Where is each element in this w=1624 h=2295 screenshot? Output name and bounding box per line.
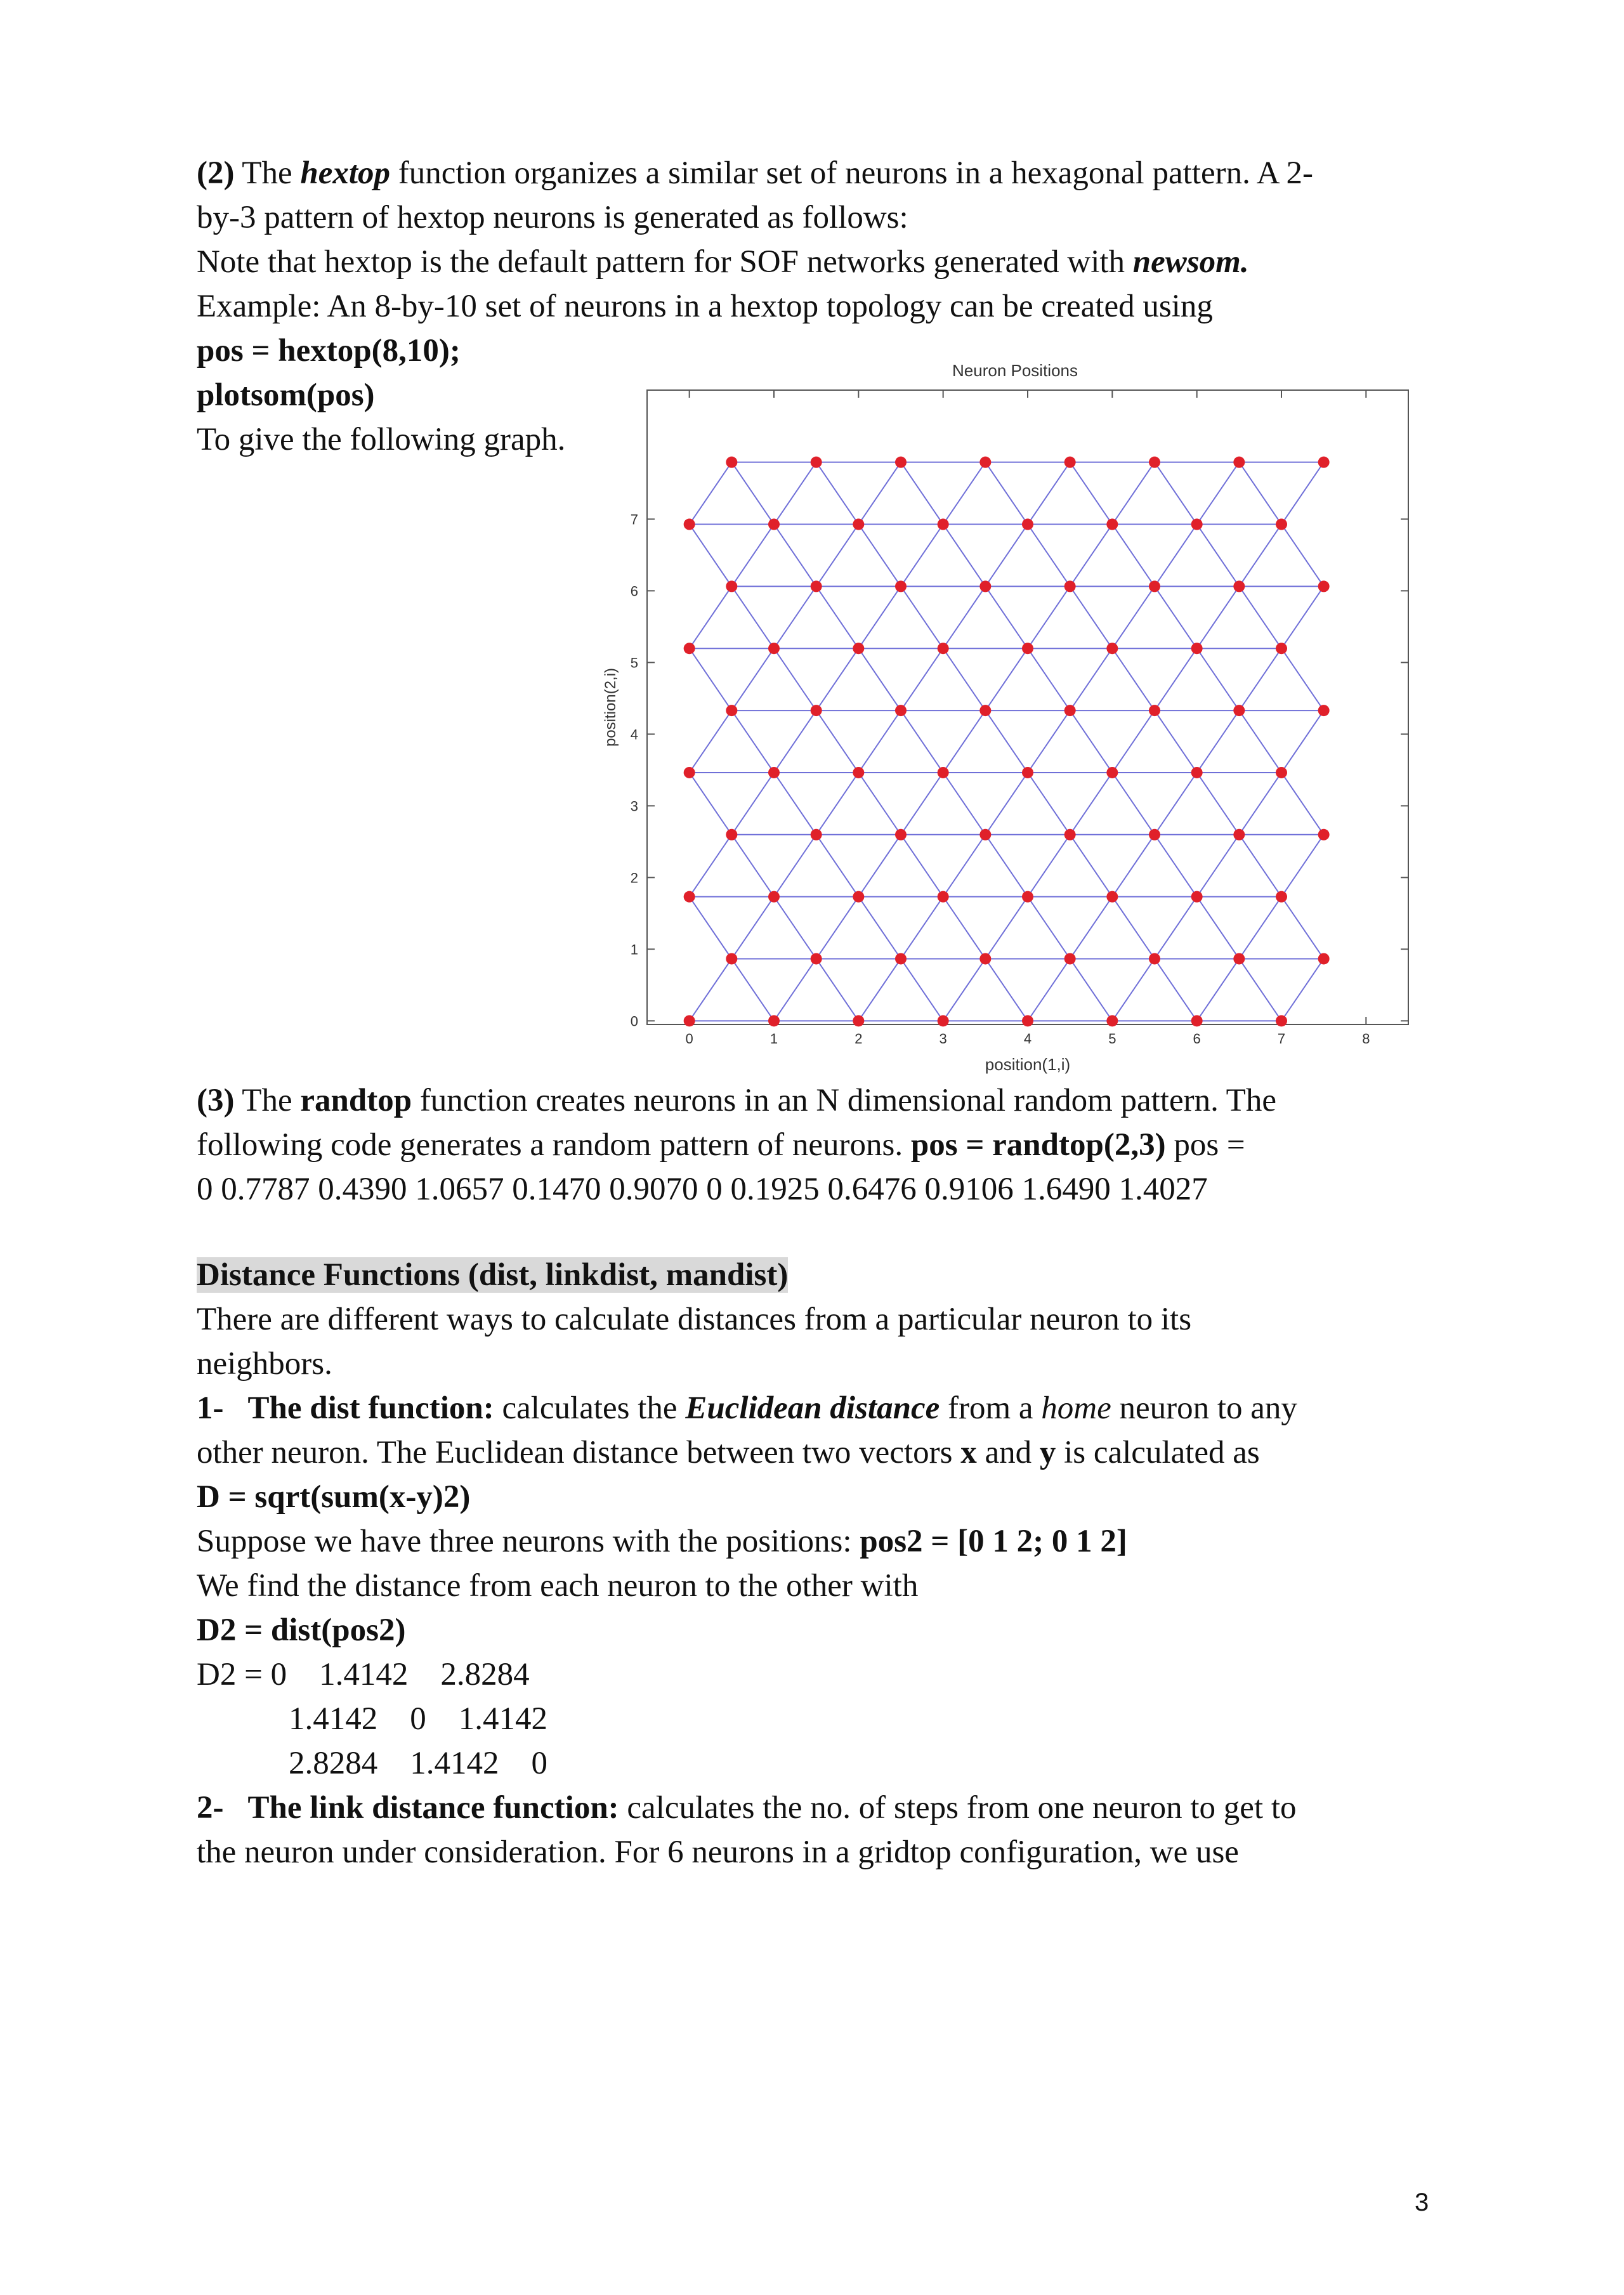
neuron-link (816, 835, 859, 897)
neuron-point (1276, 767, 1287, 778)
neuron-point (726, 953, 737, 964)
neuron-point (1191, 643, 1203, 654)
code-line: D2 = dist(pos2) (197, 1612, 406, 1648)
neuron-point (895, 829, 907, 840)
neuron-point (1106, 767, 1118, 778)
neuron-link (1281, 525, 1324, 587)
neuron-link (1070, 773, 1113, 835)
neuron-link (731, 897, 774, 959)
neuron-point (1276, 891, 1287, 903)
neuron-link (1028, 958, 1070, 1021)
matrix-row: D2 = 0 1.4142 2.8284 (197, 1657, 530, 1692)
neuron-link (901, 462, 943, 525)
neuron-point (1022, 519, 1033, 530)
neuron-point (768, 767, 780, 778)
section2-line3: Note that hextop is the default pattern for SOF networks generated with newsom. (197, 244, 1249, 280)
neuron-point (853, 891, 864, 903)
neuron-point (811, 705, 822, 716)
neuron-point (811, 829, 822, 840)
neuron-link (943, 897, 986, 959)
neuron-link (1112, 586, 1155, 648)
neuron-link (1281, 835, 1324, 897)
neuron-link (1155, 835, 1197, 897)
neuron-link (1028, 462, 1070, 525)
neuron-point (1022, 891, 1033, 903)
neuron-link (1239, 586, 1281, 648)
item1-line1: 1- The dist function: calculates the Euclidean distance from a home neuron to any (197, 1390, 1297, 1426)
neuron-link (1112, 648, 1155, 710)
x-tick-label: 0 (685, 1031, 693, 1047)
neuron-link (1070, 648, 1113, 710)
neuron-link (943, 525, 986, 587)
neuron-link (690, 710, 732, 773)
neuron-point (1318, 457, 1330, 468)
neuron-link (1028, 773, 1070, 835)
neuron-point (1106, 1015, 1118, 1026)
neuron-link (1155, 773, 1197, 835)
neuron-link (731, 710, 774, 773)
neuron-point (1022, 643, 1033, 654)
neuron-link (1281, 897, 1324, 959)
neuron-point (1149, 705, 1160, 716)
neuron-point (1276, 1015, 1287, 1026)
neuron-link (1281, 773, 1324, 835)
y-tick-label: 0 (630, 1013, 638, 1030)
neuron-link (816, 462, 859, 525)
neuron-point (895, 580, 907, 592)
neuron-link (1239, 648, 1281, 710)
neuron-point (768, 891, 780, 903)
neuron-link (1155, 525, 1197, 587)
neuron-link (943, 710, 986, 773)
neuron-link (858, 462, 901, 525)
neuron-link (985, 710, 1028, 773)
plot-frame (647, 390, 1408, 1024)
neuron-link (943, 773, 986, 835)
neuron-link (1112, 462, 1155, 525)
neuron-point (1064, 705, 1076, 716)
neuron-link (690, 586, 732, 648)
neuron-link (943, 958, 986, 1021)
neuron-link (690, 773, 732, 835)
neuron-link (774, 525, 816, 587)
neuron-point (1022, 767, 1033, 778)
neuron-link (816, 773, 859, 835)
section2-line5: To give the following graph. (197, 422, 566, 457)
section2-line4: Example: An 8-by-10 set of neurons in a hextop topology can be created using (197, 289, 1213, 324)
neuron-link (816, 525, 859, 587)
neuron-link (816, 958, 859, 1021)
section-number: (2) (197, 155, 235, 191)
neuron-link (1281, 958, 1324, 1021)
neuron-point (895, 953, 907, 964)
chart-links (690, 462, 1324, 1021)
item2-line1: 2- The link distance function: calculates the no. of steps from one neuron to get to (197, 1790, 1297, 1826)
matrix-row: 1.4142 0 1.4142 (289, 1701, 547, 1737)
neuron-link (1239, 462, 1281, 525)
y-tick-label: 1 (630, 941, 638, 958)
neuron-link (943, 462, 986, 525)
neuron-link (1197, 773, 1240, 835)
neuron-link (1239, 773, 1281, 835)
neuron-point (1149, 829, 1160, 840)
neuron-point (1106, 891, 1118, 903)
neuron-link (816, 648, 859, 710)
neuron-link (858, 773, 901, 835)
x-tick-label: 4 (1023, 1031, 1032, 1047)
neuron-point (1191, 767, 1203, 778)
neuron-point (768, 1015, 780, 1026)
neuron-link (858, 958, 901, 1021)
neuron-link (690, 462, 732, 525)
neuron-point (938, 1015, 949, 1026)
y-tick-label: 6 (630, 583, 638, 599)
neuron-link (858, 525, 901, 587)
neuron-point (853, 767, 864, 778)
neuron-link (731, 835, 774, 897)
neuron-point (1276, 643, 1287, 654)
neuron-link (731, 773, 774, 835)
neuron-link (1070, 710, 1113, 773)
neuron-point (1233, 953, 1245, 964)
x-tick-label: 3 (939, 1031, 947, 1047)
neuron-point (684, 767, 695, 778)
neuron-point (938, 519, 949, 530)
neuron-link (774, 710, 816, 773)
neuron-point (726, 580, 737, 592)
neuron-point (979, 457, 991, 468)
section3-line2: following code generates a random pattern of neurons. pos = randtop(2,3) pos = (197, 1127, 1245, 1163)
neuron-link (1070, 835, 1113, 897)
neuron-link (1112, 525, 1155, 587)
neuron-point (1233, 580, 1245, 592)
distance-intro: neighbors. (197, 1346, 332, 1382)
y-axis-label: position(2,i) (602, 667, 619, 747)
neuron-link (858, 897, 901, 959)
neuron-link (774, 773, 816, 835)
neuron-link (1197, 710, 1240, 773)
neuron-link (774, 586, 816, 648)
neuron-point (768, 643, 780, 654)
neuron-point (1106, 643, 1118, 654)
page-number: 3 (1415, 2188, 1429, 2216)
neuron-link (858, 710, 901, 773)
neuron-link (985, 648, 1028, 710)
neuron-point (1022, 1015, 1033, 1026)
neuron-point (979, 705, 991, 716)
item2-line2: the neuron under consideration. For 6 neurons in a gridtop configuration, we use (197, 1834, 1239, 1870)
neuron-point (1233, 829, 1245, 840)
neuron-link (901, 648, 943, 710)
neuron-link (1281, 586, 1324, 648)
neuron-link (901, 586, 943, 648)
function-name: hextop (300, 155, 391, 191)
neuron-link (774, 648, 816, 710)
neuron-link (1070, 462, 1113, 525)
neuron-link (943, 835, 986, 897)
neuron-link (985, 897, 1028, 959)
x-tick-label: 6 (1193, 1031, 1201, 1047)
chart-title: Neuron Positions (952, 361, 1078, 380)
neuron-link (1155, 958, 1197, 1021)
neuron-point (1318, 829, 1330, 840)
neuron-link (858, 648, 901, 710)
neuron-link (1028, 586, 1070, 648)
neuron-link (1112, 897, 1155, 959)
neuron-link (985, 462, 1028, 525)
chart-ticks (631, 390, 1408, 1047)
neuron-link (858, 835, 901, 897)
neuron-link (1197, 958, 1240, 1021)
neuron-link (1281, 710, 1324, 773)
neuron-point (1149, 457, 1160, 468)
neuron-link (1070, 897, 1113, 959)
neuron-point (811, 953, 822, 964)
neuron-link (985, 835, 1028, 897)
neuron-point (684, 1015, 695, 1026)
neuron-link (943, 586, 986, 648)
neuron-point (726, 705, 737, 716)
neuron-link (1112, 835, 1155, 897)
neuron-link (1155, 462, 1197, 525)
neuron-point (726, 829, 737, 840)
neuron-link (774, 958, 816, 1021)
neuron-link (731, 525, 774, 587)
neuron-link (1070, 958, 1113, 1021)
neuron-link (690, 648, 732, 710)
neuron-link (1239, 958, 1281, 1021)
neuron-link (1197, 586, 1240, 648)
neuron-link (901, 958, 943, 1021)
neuron-link (1112, 773, 1155, 835)
neuron-point (1191, 891, 1203, 903)
neuron-point (895, 705, 907, 716)
x-tick-label: 5 (1108, 1031, 1116, 1047)
neuron-link (1155, 710, 1197, 773)
code-line: pos = hextop(8,10); (197, 333, 461, 369)
neuron-link (1028, 897, 1070, 959)
neuron-point (853, 1015, 864, 1026)
distance-heading: Distance Functions (dist, linkdist, mandist) (197, 1257, 789, 1293)
neuron-link (901, 710, 943, 773)
neuron-point (811, 457, 822, 468)
neuron-link (901, 773, 943, 835)
neuron-point (1318, 705, 1330, 716)
neuron-link (1239, 897, 1281, 959)
neuron-point (684, 519, 695, 530)
neuron-link (1197, 462, 1240, 525)
neuron-link (1239, 835, 1281, 897)
neuron-point (938, 767, 949, 778)
neuron-link (1155, 897, 1197, 959)
x-tick-label: 8 (1362, 1031, 1370, 1047)
item1-line2: other neuron. The Euclidean distance between two vectors x and y is calculated as (197, 1435, 1260, 1470)
neuron-link (1281, 462, 1324, 525)
y-tick-label: 4 (630, 726, 638, 743)
neuron-point (979, 580, 991, 592)
neuron-link (690, 835, 732, 897)
neuron-link (1155, 648, 1197, 710)
y-tick-label: 2 (630, 870, 638, 886)
formula: D = sqrt(sum(x-y)2) (197, 1479, 471, 1515)
neuron-point (1233, 705, 1245, 716)
neuron-link (774, 462, 816, 525)
neuron-point (938, 643, 949, 654)
neuron-link (690, 897, 732, 959)
neuron-link (690, 958, 732, 1021)
neuron-link (1281, 648, 1324, 710)
neuron-point (979, 829, 991, 840)
neuron-link (1239, 710, 1281, 773)
neuron-link (690, 525, 732, 587)
neuron-link (731, 958, 774, 1021)
neuron-link (816, 710, 859, 773)
neuron-point (811, 580, 822, 592)
neuron-link (1070, 525, 1113, 587)
section3-line3: 0 0.7787 0.4390 1.0657 0.1470 0.9070 0 0.1925 0.6476 0.9106 1.6490 1.4027 (197, 1172, 1208, 1207)
section2-line2: by-3 pattern of hextop neurons is generated as follows: (197, 200, 908, 235)
neuron-point (1149, 953, 1160, 964)
neuron-point (979, 953, 991, 964)
neuron-positions-chart (596, 346, 1421, 1074)
neuron-point (938, 891, 949, 903)
y-tick-label: 5 (630, 655, 638, 671)
neuron-point (1064, 953, 1076, 964)
neuron-point (1064, 829, 1076, 840)
x-tick-label: 2 (855, 1031, 863, 1047)
neuron-point (853, 519, 864, 530)
neuron-point (895, 457, 907, 468)
neuron-link (731, 462, 774, 525)
neuron-link (1112, 958, 1155, 1021)
neuron-point (1191, 1015, 1203, 1026)
neuron-link (1197, 525, 1240, 587)
code-line: plotsom(pos) (197, 377, 375, 413)
x-axis-label: position(1,i) (985, 1055, 1071, 1074)
section2-line1: (2) The hextop function organizes a similar set of neurons in a hexagonal pattern. A 2- (197, 155, 1314, 191)
neuron-link (985, 958, 1028, 1021)
neuron-link (1028, 710, 1070, 773)
neuron-link (1112, 710, 1155, 773)
neuron-link (1239, 525, 1281, 587)
neuron-link (901, 835, 943, 897)
neuron-link (1028, 525, 1070, 587)
neuron-link (858, 586, 901, 648)
neuron-link (816, 586, 859, 648)
neuron-link (985, 586, 1028, 648)
neuron-link (731, 586, 774, 648)
neuron-point (1276, 519, 1287, 530)
neuron-point (726, 457, 737, 468)
neuron-link (816, 897, 859, 959)
neuron-link (943, 648, 986, 710)
suppose-line: Suppose we have three neurons with the positions: pos2 = [0 1 2; 0 1 2] (197, 1524, 1127, 1559)
neuron-link (774, 835, 816, 897)
y-tick-label: 3 (630, 798, 638, 814)
matrix-row: 2.8284 1.4142 0 (289, 1746, 547, 1781)
neuron-point (1191, 519, 1203, 530)
neuron-link (1197, 648, 1240, 710)
neuron-point (768, 519, 780, 530)
neuron-point (1064, 457, 1076, 468)
section3-line1: (3) The randtop function creates neurons in an N dimensional random pattern. The (197, 1083, 1276, 1118)
y-tick-label: 7 (630, 511, 638, 528)
neuron-link (985, 525, 1028, 587)
neuron-point (684, 643, 695, 654)
x-tick-label: 7 (1277, 1031, 1286, 1047)
neuron-link (1070, 586, 1113, 648)
neuron-link (774, 897, 816, 959)
neuron-link (1197, 897, 1240, 959)
find-line: We find the distance from each neuron to the other with (197, 1568, 919, 1604)
x-tick-label: 1 (769, 1031, 778, 1047)
neuron-point (684, 891, 695, 903)
neuron-point (1318, 953, 1330, 964)
distance-intro: There are different ways to calculate distances from a particular neuron to its (197, 1302, 1192, 1337)
neuron-link (901, 525, 943, 587)
neuron-link (1197, 835, 1240, 897)
neuron-link (985, 773, 1028, 835)
neuron-point (1318, 580, 1330, 592)
neuron-point (1106, 519, 1118, 530)
neuron-link (1028, 835, 1070, 897)
neuron-point (1149, 580, 1160, 592)
neuron-link (1155, 586, 1197, 648)
neuron-point (853, 643, 864, 654)
neuron-point (1064, 580, 1076, 592)
neuron-link (901, 897, 943, 959)
neuron-link (731, 648, 774, 710)
neuron-point (1233, 457, 1245, 468)
neuron-link (1028, 648, 1070, 710)
